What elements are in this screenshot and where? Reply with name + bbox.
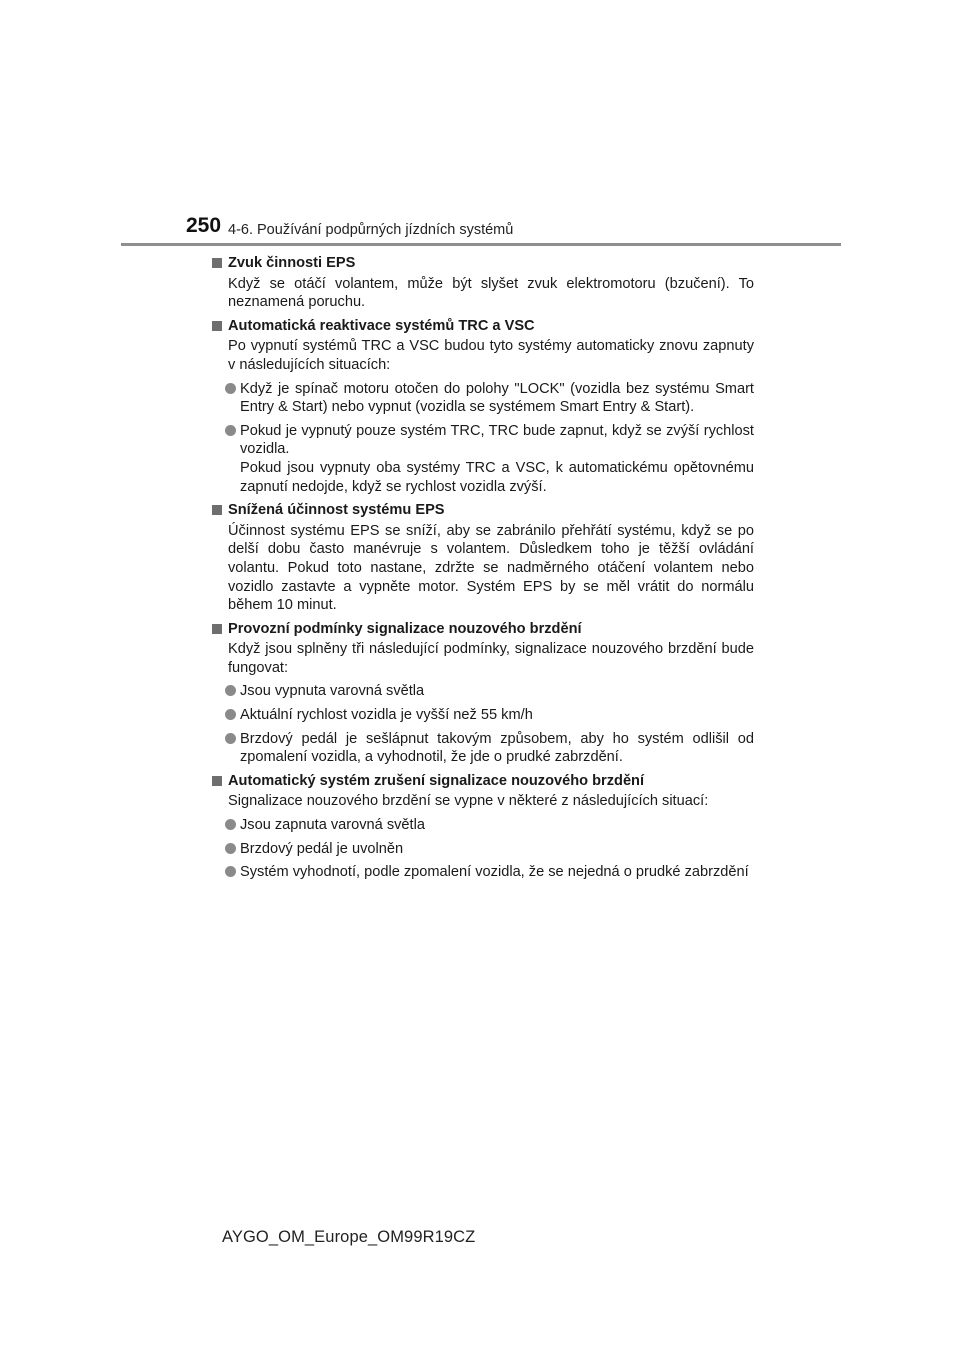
section-heading-text: Automatický systém zrušení signalizace nouzového brzdění [228,772,645,789]
round-bullet-icon [225,383,236,394]
list-item-text: Pokud je vypnutý pouze systém TRC, TRC bude zapnut, když se zvýší rychlost vozidla. [240,422,754,458]
page-content [212,254,754,887]
page-number: 250 [186,214,222,237]
square-bullet-icon [212,321,222,331]
document-code: AYGO_OM_Europe_OM99R19CZ [222,1228,476,1246]
section-heading [212,620,754,639]
list-item-text: Systém vyhodnotí, podle zpomalení vozidla, že se nejedná o prudké zabrzdění [240,864,749,881]
page-header [0,0,960,250]
header-divider [121,243,841,246]
section-heading-text: Provozní podmínky signalizace nouzového brzdění [228,620,582,637]
round-bullet-icon [225,819,236,830]
square-bullet-icon [212,776,222,786]
list-item-text: Jsou zapnuta varovná světla [240,817,425,834]
paragraph: Signalizace nouzového brzdění se vypne v některé z následujících situací: [228,793,709,810]
list-item-text: Aktuální rychlost vozidla je vyšší než 55 km/h [240,707,533,724]
square-bullet-icon [212,505,222,515]
round-bullet-icon [225,733,236,744]
section [212,620,754,767]
paragraph: Když se otáčí volantem, může být slyšet zvuk elektromotoru (bzučení). To neznamená poruchu. [228,275,754,311]
list-item [212,840,754,859]
list-item [212,706,754,725]
square-bullet-icon [212,258,222,268]
round-bullet-icon [225,843,236,854]
list-item [212,422,754,496]
list-item [212,730,754,767]
round-bullet-icon [225,425,236,436]
paragraph: Po vypnutí systémů TRC a VSC budou tyto systémy automaticky znovu zapnuty v následujících situacích: [228,338,754,373]
square-bullet-icon [212,624,222,634]
list-item-text: Brzdový pedál je uvolněn [240,840,404,857]
paragraph: Účinnost systému EPS se sníží, aby se zabránilo přehřátí systému, když se po delší dobu často manévruje s volantem. Důsledkem toho je těžší ovládání volantu. Pokud toto nastane, zdržte se nadměrného otáčení volantem nebo vozidlo zastavte a vypněte motor. Systém EPS by se měl vrátit do normálu během 10 minut. [228,522,754,614]
list-item-text: Když je spínač motoru otočen do polohy "LOCK" (vozidla bez systému Smart Entry & Start) nebo vypnut (vozidla se systémem Smart Entry & Start). [240,380,754,416]
section-heading [212,254,754,273]
section [212,772,754,882]
section [212,317,754,496]
list-item-text: Jsou vypnuta varovná světla [240,683,425,700]
paragraph: Když jsou splněny tři následující podmínky, signalizace nouzového brzdění bude fungovat: [228,641,754,676]
list-item-text: Pokud jsou vypnuty oba systémy TRC a VSC, k automatickému opětovnému zapnutí nedojde, když se rychlost vozidla zvýší. [240,459,754,495]
section-heading-text: Automatická reaktivace systémů TRC a VSC [228,317,535,334]
section-heading-text: Snížená účinnost systému EPS [228,502,445,519]
round-bullet-icon [225,685,236,696]
section-heading [212,772,754,791]
list-item [212,380,754,417]
list-item [212,816,754,835]
section [212,254,754,312]
list-item-text: Brzdový pedál je sešlápnut takovým způsobem, aby ho systém odlišil od zpomalení vozidla, a vyhodnotil, že jde o prudké zabrzdění. [240,730,754,766]
section-heading [212,317,754,336]
section [212,501,754,615]
chapter-title: 4-6. Používání podpůrných jízdních systémů [228,222,514,238]
round-bullet-icon [225,709,236,720]
list-item [212,682,754,701]
round-bullet-icon [225,866,236,877]
section-heading-text: Zvuk činnosti EPS [228,255,356,271]
list-item [212,863,754,882]
section-heading [212,501,754,520]
